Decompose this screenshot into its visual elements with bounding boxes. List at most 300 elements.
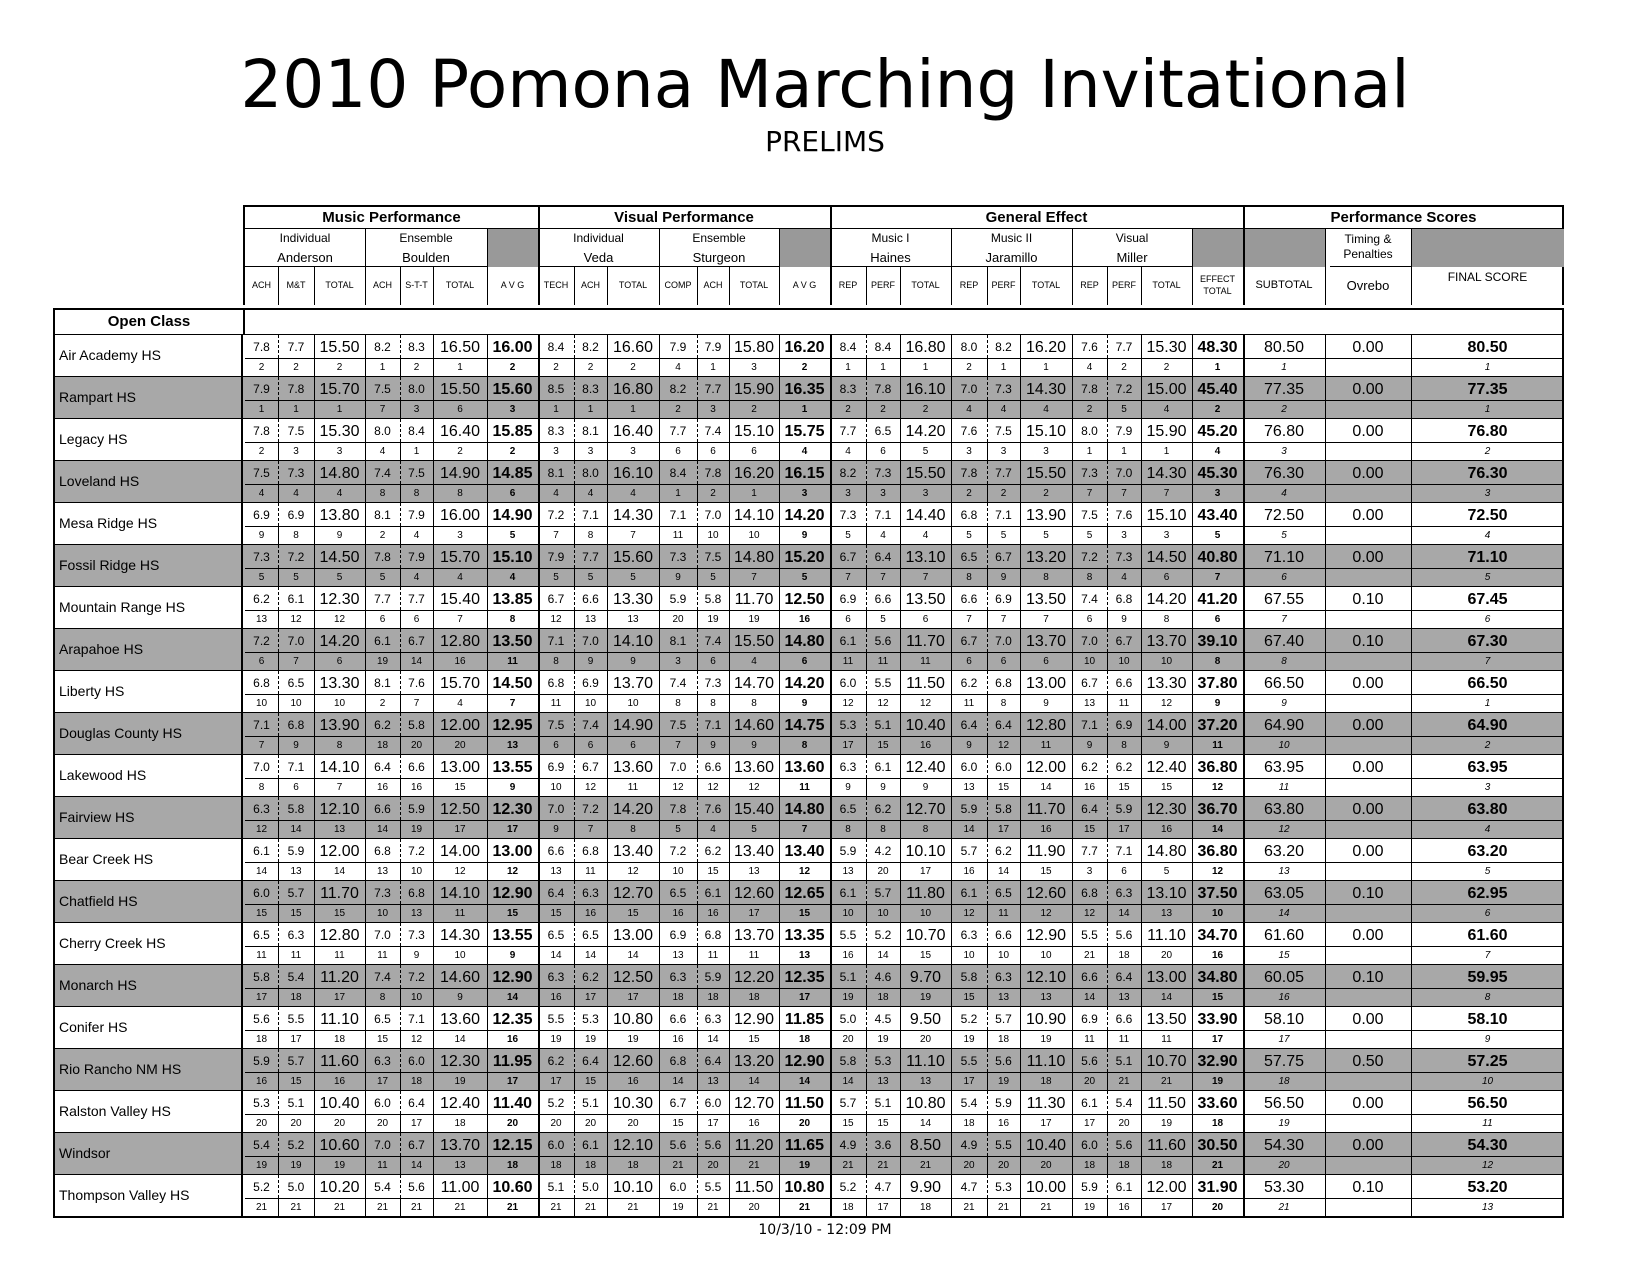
score-value: 13.40 [612, 843, 654, 860]
school-name: Douglas County HS [55, 713, 243, 754]
score-value: 11.00 [440, 1179, 480, 1196]
rank-value: 18 [1107, 946, 1141, 964]
score-value: 13.90 [1025, 507, 1067, 524]
rank-value: 14 [400, 1156, 433, 1174]
rank-value: 14 [1141, 988, 1192, 1006]
rank-value: 9 [779, 526, 830, 544]
rank-value: 15 [538, 904, 574, 922]
rank-value: 8 [779, 736, 830, 754]
score-value: 7.0 [704, 508, 722, 522]
rank-value: 20 [1072, 1072, 1107, 1090]
rank-value: 15 [365, 1030, 400, 1048]
score-value: 13.40 [784, 843, 825, 860]
rank-value: 14 [729, 1072, 779, 1090]
rank-value: 20 [245, 1114, 278, 1132]
score-value: 6.8 [995, 676, 1012, 690]
score-value: 8.1 [374, 676, 391, 690]
score-value: 15.50 [1025, 465, 1067, 482]
rank-value: 16 [900, 736, 951, 754]
rank-value: 13 [607, 610, 659, 628]
score-value: 8.1 [547, 466, 565, 480]
rank-value: 18 [487, 1156, 538, 1174]
judge-name: Miller [1116, 250, 1148, 265]
rank-value: 19 [607, 1030, 659, 1048]
score-value: 13.00 [612, 927, 654, 944]
rank-value: 19 [245, 1156, 278, 1174]
score-value: 6.3 [253, 802, 270, 816]
score-value: 8.2 [582, 340, 599, 354]
rank-value: 11 [1192, 736, 1243, 754]
rank-value: 12 [951, 904, 987, 922]
rank-value: 7 [1141, 484, 1192, 502]
score-value: 13.00 [439, 759, 481, 776]
score-value: 13.10 [1146, 885, 1187, 902]
score-value: 76.80 [1467, 423, 1508, 440]
rank-value: 14 [951, 820, 987, 838]
table-row [55, 880, 1562, 922]
score-value: 16.40 [612, 423, 654, 440]
rank-value: 12 [574, 778, 607, 796]
score-value: 7.3 [669, 550, 687, 564]
score-value: 8.1 [669, 634, 687, 648]
rank-value: 7 [1192, 568, 1243, 586]
score-value: 5.5 [704, 1180, 722, 1194]
score-value: 31.90 [1197, 1179, 1238, 1196]
score-value: 12.15 [492, 1137, 533, 1154]
rank-value: 13 [400, 904, 433, 922]
rank-value: 6 [1243, 568, 1325, 586]
score-value: 12.35 [492, 1011, 533, 1028]
rank-value: 2 [951, 358, 987, 376]
rank-value: 12 [607, 862, 659, 880]
rank-value: 9 [433, 988, 487, 1006]
score-value: 14.80 [1146, 843, 1187, 860]
rank-value: 1 [314, 400, 365, 418]
score-value: 58.10 [1467, 1011, 1508, 1028]
rank-value: 8 [1141, 610, 1192, 628]
rank-value: 3 [866, 484, 900, 502]
table-row [55, 376, 1562, 418]
rank-value: 7 [245, 736, 278, 754]
rank-value: 11 [487, 652, 538, 670]
header-column-divider [607, 266, 608, 305]
rank-value: 14 [1243, 904, 1325, 922]
rank-value: 13 [574, 610, 607, 628]
score-value: 12.50 [784, 591, 825, 608]
score-value: 13.35 [784, 927, 825, 944]
score-value: 5.7 [839, 1096, 857, 1110]
score-value: 5.8 [995, 802, 1012, 816]
score-value: 8.5 [547, 382, 565, 396]
score-value: 15.10 [492, 549, 533, 566]
score-value: 11.50 [784, 1095, 825, 1112]
score-value: 12.35 [784, 969, 825, 986]
score-value: 6.6 [874, 592, 892, 606]
score-value: 6.2 [582, 970, 599, 984]
table-row [55, 964, 1562, 1006]
rank-value: 3 [574, 442, 607, 460]
rank-value: 18 [1107, 1156, 1141, 1174]
score-value: 63.95 [1263, 759, 1305, 776]
rank-value: 14 [1107, 904, 1141, 922]
rank-value: 18 [314, 1030, 365, 1048]
school-name: Cherry Creek HS [55, 923, 243, 964]
score-value: 6.8 [1081, 886, 1098, 900]
score-value: 13.55 [492, 927, 533, 944]
score-value: 4.9 [839, 1138, 857, 1152]
column-header: S-T-T [405, 280, 428, 290]
rank-value: 18 [779, 1030, 830, 1048]
score-value: 3.6 [874, 1138, 892, 1152]
rank-value: 7 [314, 778, 365, 796]
score-value: 7.2 [582, 802, 599, 816]
rank-value: 11 [433, 904, 487, 922]
rank-value: 3 [659, 652, 697, 670]
score-value: 53.20 [1467, 1179, 1508, 1196]
score-value: 0.00 [1352, 927, 1384, 944]
rank-value [1325, 484, 1411, 502]
rank-value: 8 [1243, 652, 1325, 670]
rank-value: 16 [779, 610, 830, 628]
score-value: 0.10 [1352, 591, 1384, 608]
rank-value: 7 [1411, 946, 1564, 964]
score-value: 6.1 [839, 634, 857, 648]
rank-value: 15 [866, 736, 900, 754]
score-value: 5.0 [582, 1180, 599, 1194]
score-value: 5.1 [839, 970, 857, 984]
class-label: Open Class [107, 313, 191, 330]
rank-value: 19 [779, 1156, 830, 1174]
score-value: 13.60 [733, 759, 775, 776]
rank-value: 4 [779, 442, 830, 460]
score-value: 11.10 [1026, 1053, 1066, 1070]
score-value: 6.2 [1115, 760, 1133, 774]
score-value: 15.75 [784, 423, 825, 440]
score-value: 10.60 [319, 1137, 360, 1154]
school-name: Fairview HS [55, 797, 243, 838]
rank-value: 16 [607, 1072, 659, 1090]
score-value: 12.80 [319, 927, 360, 944]
rank-value: 14 [659, 1072, 697, 1090]
score-value: 7.9 [547, 550, 565, 564]
score-value: 8.0 [582, 466, 599, 480]
rank-value: 17 [433, 820, 487, 838]
score-value: 0.10 [1352, 633, 1384, 650]
rank-value: 9 [951, 736, 987, 754]
score-value: 6.7 [1081, 676, 1098, 690]
rank-value [1325, 610, 1411, 628]
column-header: PERF [1111, 280, 1136, 290]
score-value: 6.3 [704, 1012, 722, 1026]
rank-value: 4 [1411, 526, 1564, 544]
score-value: 80.50 [1467, 339, 1508, 356]
rank-value [1325, 1072, 1411, 1090]
score-value: 0.00 [1352, 381, 1384, 398]
rank-value: 14 [1020, 778, 1072, 796]
rank-value: 21 [607, 1198, 659, 1216]
rank-value: 6 [1411, 610, 1564, 628]
table-row [55, 418, 1562, 460]
score-value: 7.2 [408, 844, 425, 858]
rank-value: 17 [365, 1072, 400, 1090]
score-value: 10.60 [492, 1179, 533, 1196]
score-value: 0.00 [1352, 507, 1384, 524]
rank-value: 8 [866, 820, 900, 838]
rank-value: 12 [1192, 862, 1243, 880]
score-value: 14.20 [784, 675, 825, 692]
score-value: 14.80 [784, 633, 825, 650]
score-value: 6.3 [960, 928, 978, 942]
rank-value: 4 [1411, 820, 1564, 838]
rank-value: 17 [951, 1072, 987, 1090]
score-value: 7.1 [874, 508, 892, 522]
rank-value: 20 [365, 1114, 400, 1132]
rank-value: 10 [1192, 904, 1243, 922]
score-value: 11.80 [906, 885, 945, 902]
score-value: 60.05 [1263, 969, 1305, 986]
rank-value: 19 [866, 1030, 900, 1048]
score-value: 14.30 [612, 507, 654, 524]
rank-value: 4 [400, 568, 433, 586]
rank-value [1325, 442, 1411, 460]
rank-value: 5 [866, 610, 900, 628]
rank-value: 17 [400, 1114, 433, 1132]
score-value: 6.0 [1081, 1138, 1098, 1152]
score-value: 11.70 [734, 591, 774, 608]
score-value: 10.20 [319, 1179, 360, 1196]
score-value: 5.9 [839, 844, 857, 858]
score-value: 6.7 [669, 1096, 687, 1110]
score-value: 6.6 [408, 760, 425, 774]
score-value: 7.7 [995, 466, 1012, 480]
rank-value: 7 [987, 610, 1020, 628]
judge-name: Sturgeon [692, 250, 746, 265]
rank-value: 4 [659, 358, 697, 376]
column-header: A V G [500, 280, 525, 290]
rank-value: 2 [607, 358, 659, 376]
score-value: 7.1 [669, 508, 687, 522]
rank-value: 8 [659, 694, 697, 712]
score-value: 5.2 [287, 1138, 305, 1152]
rank-value: 13 [314, 820, 365, 838]
score-value: 5.5 [839, 928, 857, 942]
score-value: 6.0 [704, 1096, 722, 1110]
score-value: 5.7 [287, 886, 305, 900]
score-value: 7.2 [1115, 382, 1133, 396]
score-value: 12.80 [1025, 717, 1067, 734]
score-value: 0.00 [1352, 1137, 1384, 1154]
rank-value: 5 [245, 568, 278, 586]
rank-value: 3 [1192, 484, 1243, 502]
score-value: 0.00 [1352, 549, 1384, 566]
score-value: 6.8 [547, 676, 565, 690]
rank-value: 19 [538, 1030, 574, 1048]
rank-value: 10 [1141, 652, 1192, 670]
rank-value: 2 [1192, 400, 1243, 418]
rank-value: 13 [245, 610, 278, 628]
score-value: 11.40 [492, 1095, 533, 1112]
rank-value: 11 [866, 652, 900, 670]
score-value: 9.50 [909, 1011, 942, 1028]
score-value: 7.3 [374, 886, 391, 900]
rank-value [1325, 736, 1411, 754]
rank-value: 18 [245, 1030, 278, 1048]
score-value: 11.70 [1026, 801, 1066, 818]
score-value: 7.7 [669, 424, 687, 438]
rank-value: 1 [900, 358, 951, 376]
rank-value: 5 [314, 568, 365, 586]
rank-value: 7 [900, 568, 951, 586]
rank-value: 12 [538, 610, 574, 628]
school-name: Arapahoe HS [55, 629, 243, 670]
score-value: 7.6 [408, 676, 425, 690]
score-value: 5.9 [253, 1054, 270, 1068]
judge-name: Haines [870, 250, 911, 265]
score-value: 5.2 [547, 1096, 565, 1110]
rank-value: 9 [487, 778, 538, 796]
rank-value: 14 [538, 946, 574, 964]
school-name: Mountain Range HS [55, 587, 243, 628]
score-value: 57.25 [1467, 1053, 1508, 1070]
header-shade [1411, 229, 1564, 267]
score-value: 7.0 [582, 634, 599, 648]
score-value: 0.50 [1352, 1053, 1384, 1070]
rank-value: 18 [574, 1156, 607, 1174]
column-header: COMP [664, 280, 692, 290]
rank-value: 19 [987, 1072, 1020, 1090]
score-value: 6.6 [995, 928, 1012, 942]
rank-value: 12 [278, 610, 314, 628]
rank-value: 1 [1141, 442, 1192, 460]
score-value: 5.1 [287, 1096, 305, 1110]
rank-value: 16 [433, 652, 487, 670]
header-column-divider [1141, 266, 1142, 305]
score-value: 5.9 [287, 844, 305, 858]
score-value: 12.50 [439, 801, 481, 818]
score-value: 7.3 [995, 382, 1012, 396]
rank-value: 2 [1020, 484, 1072, 502]
score-header [243, 205, 1564, 305]
rank-value: 3 [697, 400, 729, 418]
score-value: 6.1 [582, 1138, 599, 1152]
rank-value: 20 [574, 1114, 607, 1132]
score-value: 15.60 [612, 549, 654, 566]
score-value: 14.50 [1146, 549, 1187, 566]
score-value: 14.90 [439, 465, 481, 482]
section-general-effect: General Effect [985, 209, 1088, 226]
rank-value: 21 [659, 1156, 697, 1174]
score-value: 6.4 [704, 1054, 722, 1068]
rank-value: 2 [278, 358, 314, 376]
rank-value: 11 [987, 904, 1020, 922]
score-value: 57.75 [1263, 1053, 1305, 1070]
score-value: 53.30 [1263, 1179, 1305, 1196]
rank-value: 8 [697, 694, 729, 712]
score-value: 0.00 [1352, 1095, 1384, 1112]
score-value: 58.10 [1263, 1011, 1305, 1028]
score-value: 5.9 [408, 802, 425, 816]
score-value: 8.4 [547, 340, 565, 354]
rank-value: 7 [487, 694, 538, 712]
score-value: 6.8 [582, 844, 599, 858]
rank-value: 9 [987, 568, 1020, 586]
rank-value: 14 [987, 862, 1020, 880]
rank-value: 5 [987, 526, 1020, 544]
score-value: 5.7 [874, 886, 892, 900]
score-value: 6.5 [547, 928, 565, 942]
score-value: 6.6 [669, 1012, 687, 1026]
score-value: 5.5 [960, 1054, 978, 1068]
score-value: 7.5 [547, 718, 565, 732]
score-value: 15.30 [319, 423, 360, 440]
score-value: 63.20 [1467, 843, 1508, 860]
score-value: 6.4 [374, 760, 391, 774]
rank-value: 5 [951, 526, 987, 544]
rank-value: 6 [729, 442, 779, 460]
rank-value: 13 [697, 1072, 729, 1090]
score-value: 6.0 [547, 1138, 565, 1152]
score-value: 5.6 [669, 1138, 687, 1152]
score-value: 5.3 [995, 1180, 1012, 1194]
score-value: 5.5 [995, 1138, 1012, 1152]
score-value: 12.70 [733, 1095, 775, 1112]
rank-value: 12 [1192, 778, 1243, 796]
rank-value: 11 [365, 946, 400, 964]
score-value: 5.1 [874, 1096, 892, 1110]
score-value: 5.3 [839, 718, 857, 732]
rank-value: 11 [365, 1156, 400, 1174]
rank-value: 4 [1243, 484, 1325, 502]
rank-value: 3 [987, 442, 1020, 460]
score-value: 0.00 [1352, 843, 1384, 860]
column-header: REP [838, 280, 858, 290]
rank-value: 1 [1411, 358, 1564, 376]
rank-value: 7 [1411, 652, 1564, 670]
score-value: 11.50 [1147, 1095, 1186, 1112]
score-value: 11.65 [784, 1137, 825, 1154]
rank-value: 3 [607, 442, 659, 460]
rank-value: 6 [433, 400, 487, 418]
rank-value: 6 [779, 652, 830, 670]
school-name: Legacy HS [55, 419, 243, 460]
rank-value: 9 [1072, 736, 1107, 754]
score-value: 15.90 [733, 381, 775, 398]
score-value: 14.30 [439, 927, 481, 944]
section-visual-performance: Visual Performance [614, 209, 754, 226]
score-value: 66.50 [1467, 675, 1508, 692]
rank-value: 12 [779, 862, 830, 880]
rank-value: 11 [779, 778, 830, 796]
score-value: 13.80 [319, 507, 360, 524]
rank-value: 17 [538, 1072, 574, 1090]
rank-value: 2 [697, 484, 729, 502]
score-value: 5.6 [1115, 928, 1133, 942]
score-value: 6.6 [1081, 970, 1098, 984]
rank-value: 5 [1243, 526, 1325, 544]
rank-value: 8 [487, 610, 538, 628]
score-value: 12.00 [1146, 1179, 1187, 1196]
rank-value: 13 [659, 946, 697, 964]
rank-value: 15 [1192, 988, 1243, 1006]
score-value: 6.7 [1115, 634, 1133, 648]
score-value: 34.70 [1197, 927, 1238, 944]
score-value: 13.00 [492, 843, 533, 860]
score-value: 13.60 [612, 759, 654, 776]
score-value: 12.50 [612, 969, 654, 986]
rank-value: 4 [697, 820, 729, 838]
score-value: 0.10 [1352, 969, 1384, 986]
rank-value: 20 [1243, 1156, 1325, 1174]
